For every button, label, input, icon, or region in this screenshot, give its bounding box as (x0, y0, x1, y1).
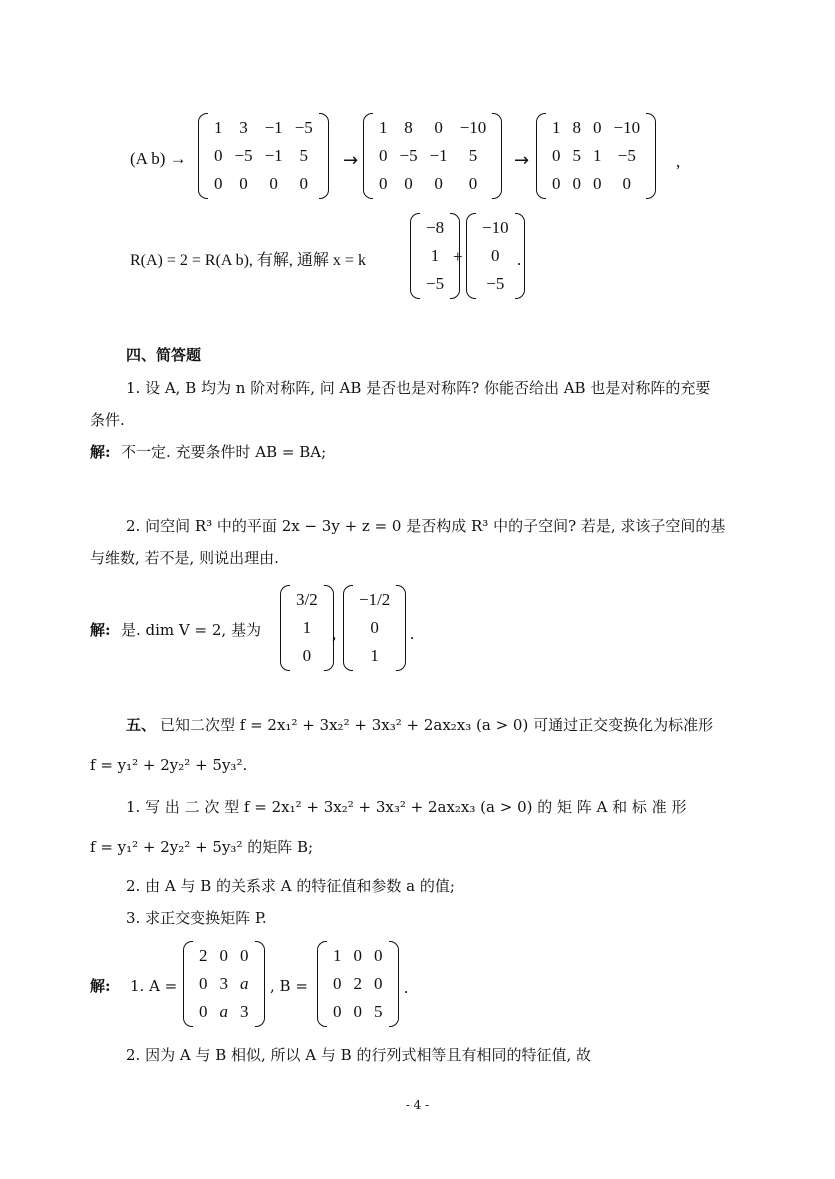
matrix-cell: 3 (240, 1002, 249, 1021)
matrix-cell: 0 (374, 946, 383, 965)
matrix-cell: 0 (593, 174, 602, 193)
question-1-line-2: 条件. (90, 411, 125, 429)
arrow-2: → (514, 150, 530, 171)
matrix-cell: 0 (214, 146, 223, 165)
section-5-line-1: 已知二次型 f = 2x₁² + 3x₂² + 3x₃² + 2ax₂x₃ (a > 0) 可通过正交变换化为标准形 (160, 716, 714, 734)
plus-sign: + (453, 247, 463, 266)
augmented-matrix-label: (A b) → (130, 149, 187, 168)
matrix-cell: 5 (374, 1002, 383, 1021)
answer-2-text: 是. dim V = 2, 基为 (121, 621, 261, 639)
matrix-cell: 0 (552, 174, 561, 193)
matrix-cell: −5 (617, 146, 636, 165)
matrix-cell: 2 (353, 974, 362, 993)
basis-separator: , (332, 624, 337, 643)
arrow-1: → (343, 150, 359, 171)
matrix-cell: 0 (552, 146, 561, 165)
matrix-cell: 1 (370, 646, 379, 665)
matrix-cell: 2 (199, 946, 208, 965)
matrix-cell: 0 (593, 118, 602, 137)
matrix-cell: 0 (374, 974, 383, 993)
matrix-cell: 1 (379, 118, 388, 137)
general-solution-text: R(A) = 2 = R(A b), 有解, 通解 x = k (130, 252, 366, 269)
matrix-cell: −10 (613, 118, 641, 137)
matrix-cell: −1 (429, 146, 448, 165)
matrix-cell: 0 (353, 1002, 362, 1021)
matrix-cell: 0 (379, 146, 388, 165)
answer-matrix-a-label: 1. A = (130, 977, 178, 995)
matrix-cell: 8 (404, 118, 413, 137)
matrix-cell: 0 (404, 174, 413, 193)
matrix-step-2 (363, 113, 502, 199)
answer-matrix-b-label: , B = (270, 977, 308, 995)
matrix-cell: −5 (294, 118, 313, 137)
matrix-cell: 3/2 (296, 590, 318, 609)
matrix-b-period: . (404, 978, 409, 997)
matrix-cell: −10 (482, 218, 509, 237)
matrix-cell: 0 (239, 174, 248, 193)
matrix-cell: −1 (264, 146, 283, 165)
answer-1-label: 解: (90, 443, 111, 461)
matrix-cell: 5 (299, 146, 308, 165)
part-1-line-2: f = y₁² + 2y₂² + 5y₃² 的矩阵 B; (90, 838, 314, 856)
part-2-answer: 2. 因为 A 与 B 相似, 所以 A 与 B 的行列式相等且有相同的特征值, 故 (126, 1046, 592, 1064)
matrix-cell: −5 (234, 146, 253, 165)
question-1-line-1: 1. 设 A, B 均为 n 阶对称阵, 问 AB 是否也是对称阵? 你能否给出 AB 也是对称阵的充要 (126, 379, 711, 397)
answer-2-label: 解: (90, 621, 111, 639)
matrix-cell: −10 (459, 118, 487, 137)
matrix-cell: −1 (264, 118, 283, 137)
matrix-cell: 1 (333, 946, 342, 965)
matrix-cell: −5 (399, 146, 418, 165)
matrix-cell: 1 (302, 618, 312, 637)
matrix-cell: 1 (552, 118, 561, 137)
matrix-cell: 0 (353, 946, 362, 965)
matrix-cell: 1 (430, 246, 440, 265)
basis-vector-1 (280, 585, 337, 671)
matrix-cell: 3 (239, 118, 248, 137)
matrix-cell: 0 (199, 974, 208, 993)
part-1-line-1: 1. 写 出 二 次 型 f = 2x₁² + 3x₂² + 3x₃² + 2ax₂x₃ (a > 0) 的 矩 阵 A 和 标 准 形 (126, 798, 687, 816)
matrix-cell: 0 (240, 946, 249, 965)
matrix-cell: 0 (572, 174, 581, 193)
matrix-cell: −5 (486, 274, 505, 293)
matrix-cell: −5 (426, 274, 445, 293)
section-5-label: 五、 (126, 716, 157, 734)
section-5-answer-label: 解: (90, 977, 111, 995)
matrix-cell: 0 (468, 174, 478, 193)
matrix-cell: 0 (199, 1002, 208, 1021)
row-echelon-comma: , (676, 152, 681, 171)
matrix-cell: 1 (593, 146, 602, 165)
matrix-step-3 (536, 113, 656, 199)
part-3-question: 3. 求正交变换矩阵 P. (126, 909, 267, 927)
matrix-step-1 (198, 113, 329, 199)
part-2-question: 2. 由 A 与 B 的关系求 A 的特征值和参数 a 的值; (126, 877, 455, 895)
solution-period: . (517, 250, 522, 269)
matrix-cell: 0 (333, 1002, 342, 1021)
matrix-cell: 0 (622, 174, 632, 193)
matrix-cell: 3 (219, 974, 228, 993)
matrix-cell: 0 (299, 174, 308, 193)
matrix-cell: 0 (370, 618, 379, 637)
matrix-cell: a (219, 1002, 228, 1021)
matrix-cell: 0 (302, 646, 312, 665)
matrix-cell: 0 (434, 174, 443, 193)
matrix-cell: 0 (333, 974, 342, 993)
matrix-cell: 0 (269, 174, 278, 193)
matrix-cell: 0 (434, 118, 443, 137)
solution-vector-2 (466, 213, 525, 299)
matrix-cell: 0 (214, 174, 223, 193)
basis-period: . (410, 624, 415, 643)
matrix-cell: 5 (572, 146, 581, 165)
matrix-cell: 1 (214, 118, 223, 137)
question-2-line-2: 与维数, 若不是, 则说出理由. (90, 549, 279, 567)
matrix-cell: −1/2 (359, 590, 391, 609)
basis-vector-2 (343, 585, 406, 671)
matrix-cell: 0 (379, 174, 388, 193)
matrix-cell: a (240, 974, 249, 993)
matrix-cell: 8 (572, 118, 581, 137)
section-5-line-2: f = y₁² + 2y₂² + 5y₃². (90, 756, 248, 774)
section-4-title: 四、简答题 (126, 346, 202, 364)
question-2-line-1: 2. 问空间 R³ 中的平面 2x − 3y + z = 0 是否构成 R³ 中的子空间? 若是, 求该子空间的基 (126, 517, 726, 535)
page-number: - 4 - (405, 1098, 430, 1112)
matrix-cell: 5 (468, 146, 478, 165)
matrix-cell: 0 (219, 946, 228, 965)
matrix-cell: −8 (426, 218, 445, 237)
answer-1-text: 不一定. 充要条件时 AB = BA; (121, 443, 327, 461)
matrix-b (317, 941, 399, 1027)
matrix-cell: 0 (491, 246, 500, 265)
matrix-a (183, 941, 265, 1027)
